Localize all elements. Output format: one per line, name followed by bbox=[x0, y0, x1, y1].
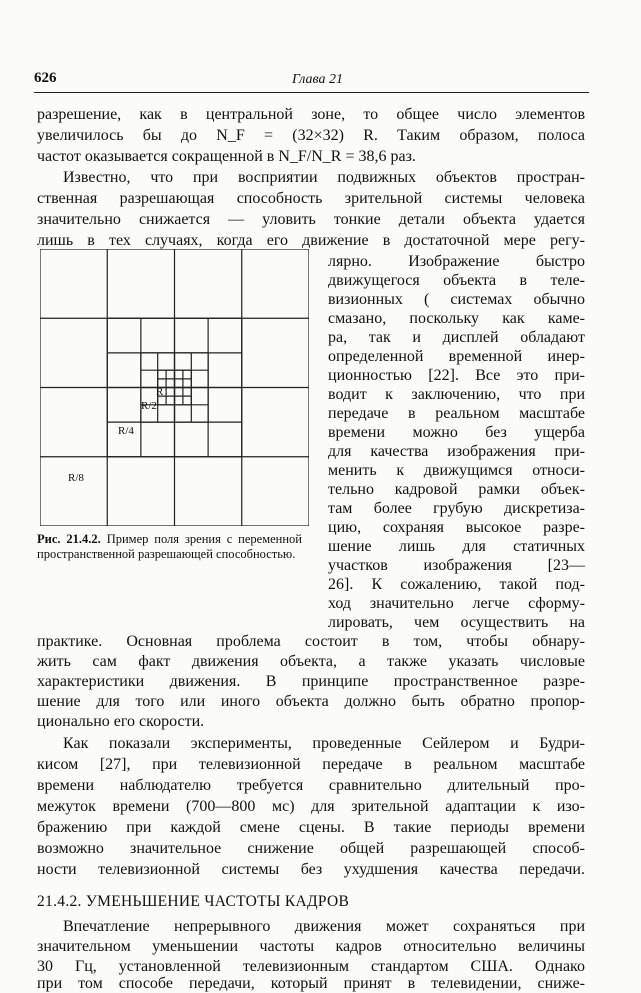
text-line: частот оказывается сокращенной в N_F/N_R = 38,6 раз. bbox=[37, 148, 416, 165]
wrapped-text-line: там более грубую дискретиза- bbox=[328, 500, 585, 517]
text-line: при том способе передачи, который принят в телевидении, сниже- bbox=[37, 975, 585, 992]
chapter-title: Глава 21 bbox=[292, 72, 343, 87]
wrapped-text-line: менить к движущимся относи- bbox=[328, 462, 585, 479]
text-line: увеличилось бы до N_F = (32×32) R. Таким образом, полоса bbox=[37, 127, 585, 144]
text-line: кисом [27], при телевизионной передаче в реальном масштабе bbox=[37, 756, 585, 773]
page-number: 626 bbox=[34, 70, 57, 86]
text-line: разрешение, как в центральной зоне, то общее число элементов bbox=[37, 106, 585, 123]
caption-label: Рис. 21.4.2. bbox=[37, 532, 101, 546]
text-line: Как показали эксперименты, проведенные Сейлером и Будри- bbox=[63, 735, 585, 752]
wrapped-text-line: шение лишь для статичных bbox=[328, 538, 585, 555]
text-line: ственная разрешающая способность зрительной системы человека bbox=[37, 190, 585, 207]
label-r-2: R/2 bbox=[141, 400, 157, 412]
resolution-grid bbox=[40, 249, 309, 526]
caption-text: Пример поля зрения с переменной пространственной разрешающей способностью. bbox=[37, 532, 302, 561]
variable-resolution-figure bbox=[40, 249, 309, 526]
wrapped-text-line: ход значительно легче сформу- bbox=[328, 595, 585, 612]
wrapped-text-line: лировать, чем осуществить на bbox=[328, 614, 585, 631]
text-line: жить сам факт движения объекта, а также указать числовые bbox=[37, 653, 585, 670]
wrapped-text-line: водит к заключению, что при bbox=[328, 386, 585, 403]
wrapped-text-line: для качества изображения при- bbox=[328, 443, 585, 460]
text-line: времени наблюдателю требуется сравнительно длительный про- bbox=[37, 777, 585, 794]
text-line: ционально его скорости. bbox=[37, 713, 205, 730]
section-heading: 21.4.2. УМЕНЬШЕНИЕ ЧАСТОТЫ КАДРОВ bbox=[37, 893, 350, 910]
wrapped-text-line: участков изображения [23— bbox=[328, 557, 585, 574]
text-line: практике. Основная проблема состоит в том, чтобы обнару- bbox=[37, 633, 585, 650]
text-line: возможно значительное снижение общей разрешающей способ- bbox=[37, 840, 585, 857]
label-r-4: R/4 bbox=[118, 425, 134, 437]
wrapped-text-line: передаче в реальном масштабе bbox=[328, 405, 585, 422]
wrapped-text-line: ционностью [22]. Все это при- bbox=[328, 367, 585, 384]
text-line: бражению при каждой смене сцены. В такие периоды времени bbox=[37, 819, 585, 836]
wrapped-text-line: смазано, поскольку как каме- bbox=[328, 310, 585, 327]
text-line: шение для того или иного объекта должно быть обратно пропор- bbox=[37, 693, 585, 710]
wrapped-text-line: тельно кадровой рамки объек- bbox=[328, 481, 585, 498]
figure-caption bbox=[37, 532, 302, 562]
text-line: 30 Гц, установленной телевизионным стандартом США. Однако bbox=[37, 958, 585, 975]
label-r: R bbox=[156, 386, 164, 398]
wrapped-text-line: времени можно без ущерба bbox=[328, 424, 585, 441]
wrapped-text-line: визионных ( системах обычно bbox=[328, 291, 585, 308]
text-line: Известно, что при восприятии подвижных объектов простран- bbox=[63, 169, 585, 186]
wrapped-text-line: цию, сохраняя высокое разре- bbox=[328, 519, 585, 536]
wrapped-text-line: лярно. Изображение быстро bbox=[328, 253, 585, 270]
wrapped-text-line: 26]. К сожалению, такой под- bbox=[328, 576, 585, 593]
text-line: характеристики движения. В принципе пространственное разре- bbox=[37, 673, 585, 690]
wrapped-text-line: определенной временной инер- bbox=[328, 348, 585, 365]
text-line: Впечатление непрерывного движения может сохраняться при bbox=[63, 918, 585, 935]
wrapped-text-line: движущегося объекта в теле- bbox=[328, 272, 585, 289]
label-r-8: R/8 bbox=[68, 472, 84, 484]
wrapped-text-line: ра, так и дисплей обладают bbox=[328, 329, 585, 346]
text-line: межуток времени (700—800 мс) для зрительной адаптации к изо- bbox=[37, 798, 585, 815]
header-rule bbox=[34, 92, 589, 93]
text-line: лишь в тех случаях, когда его движение в достаточной мере регу- bbox=[37, 232, 585, 249]
text-line: значительно снижается — уловить тонкие детали объекта удается bbox=[37, 211, 585, 228]
text-line: ности телевизионной системы без ухудшения качества передачи. bbox=[37, 861, 585, 878]
text-line: значительном уменьшении частоты кадров относительно величины bbox=[37, 938, 585, 955]
